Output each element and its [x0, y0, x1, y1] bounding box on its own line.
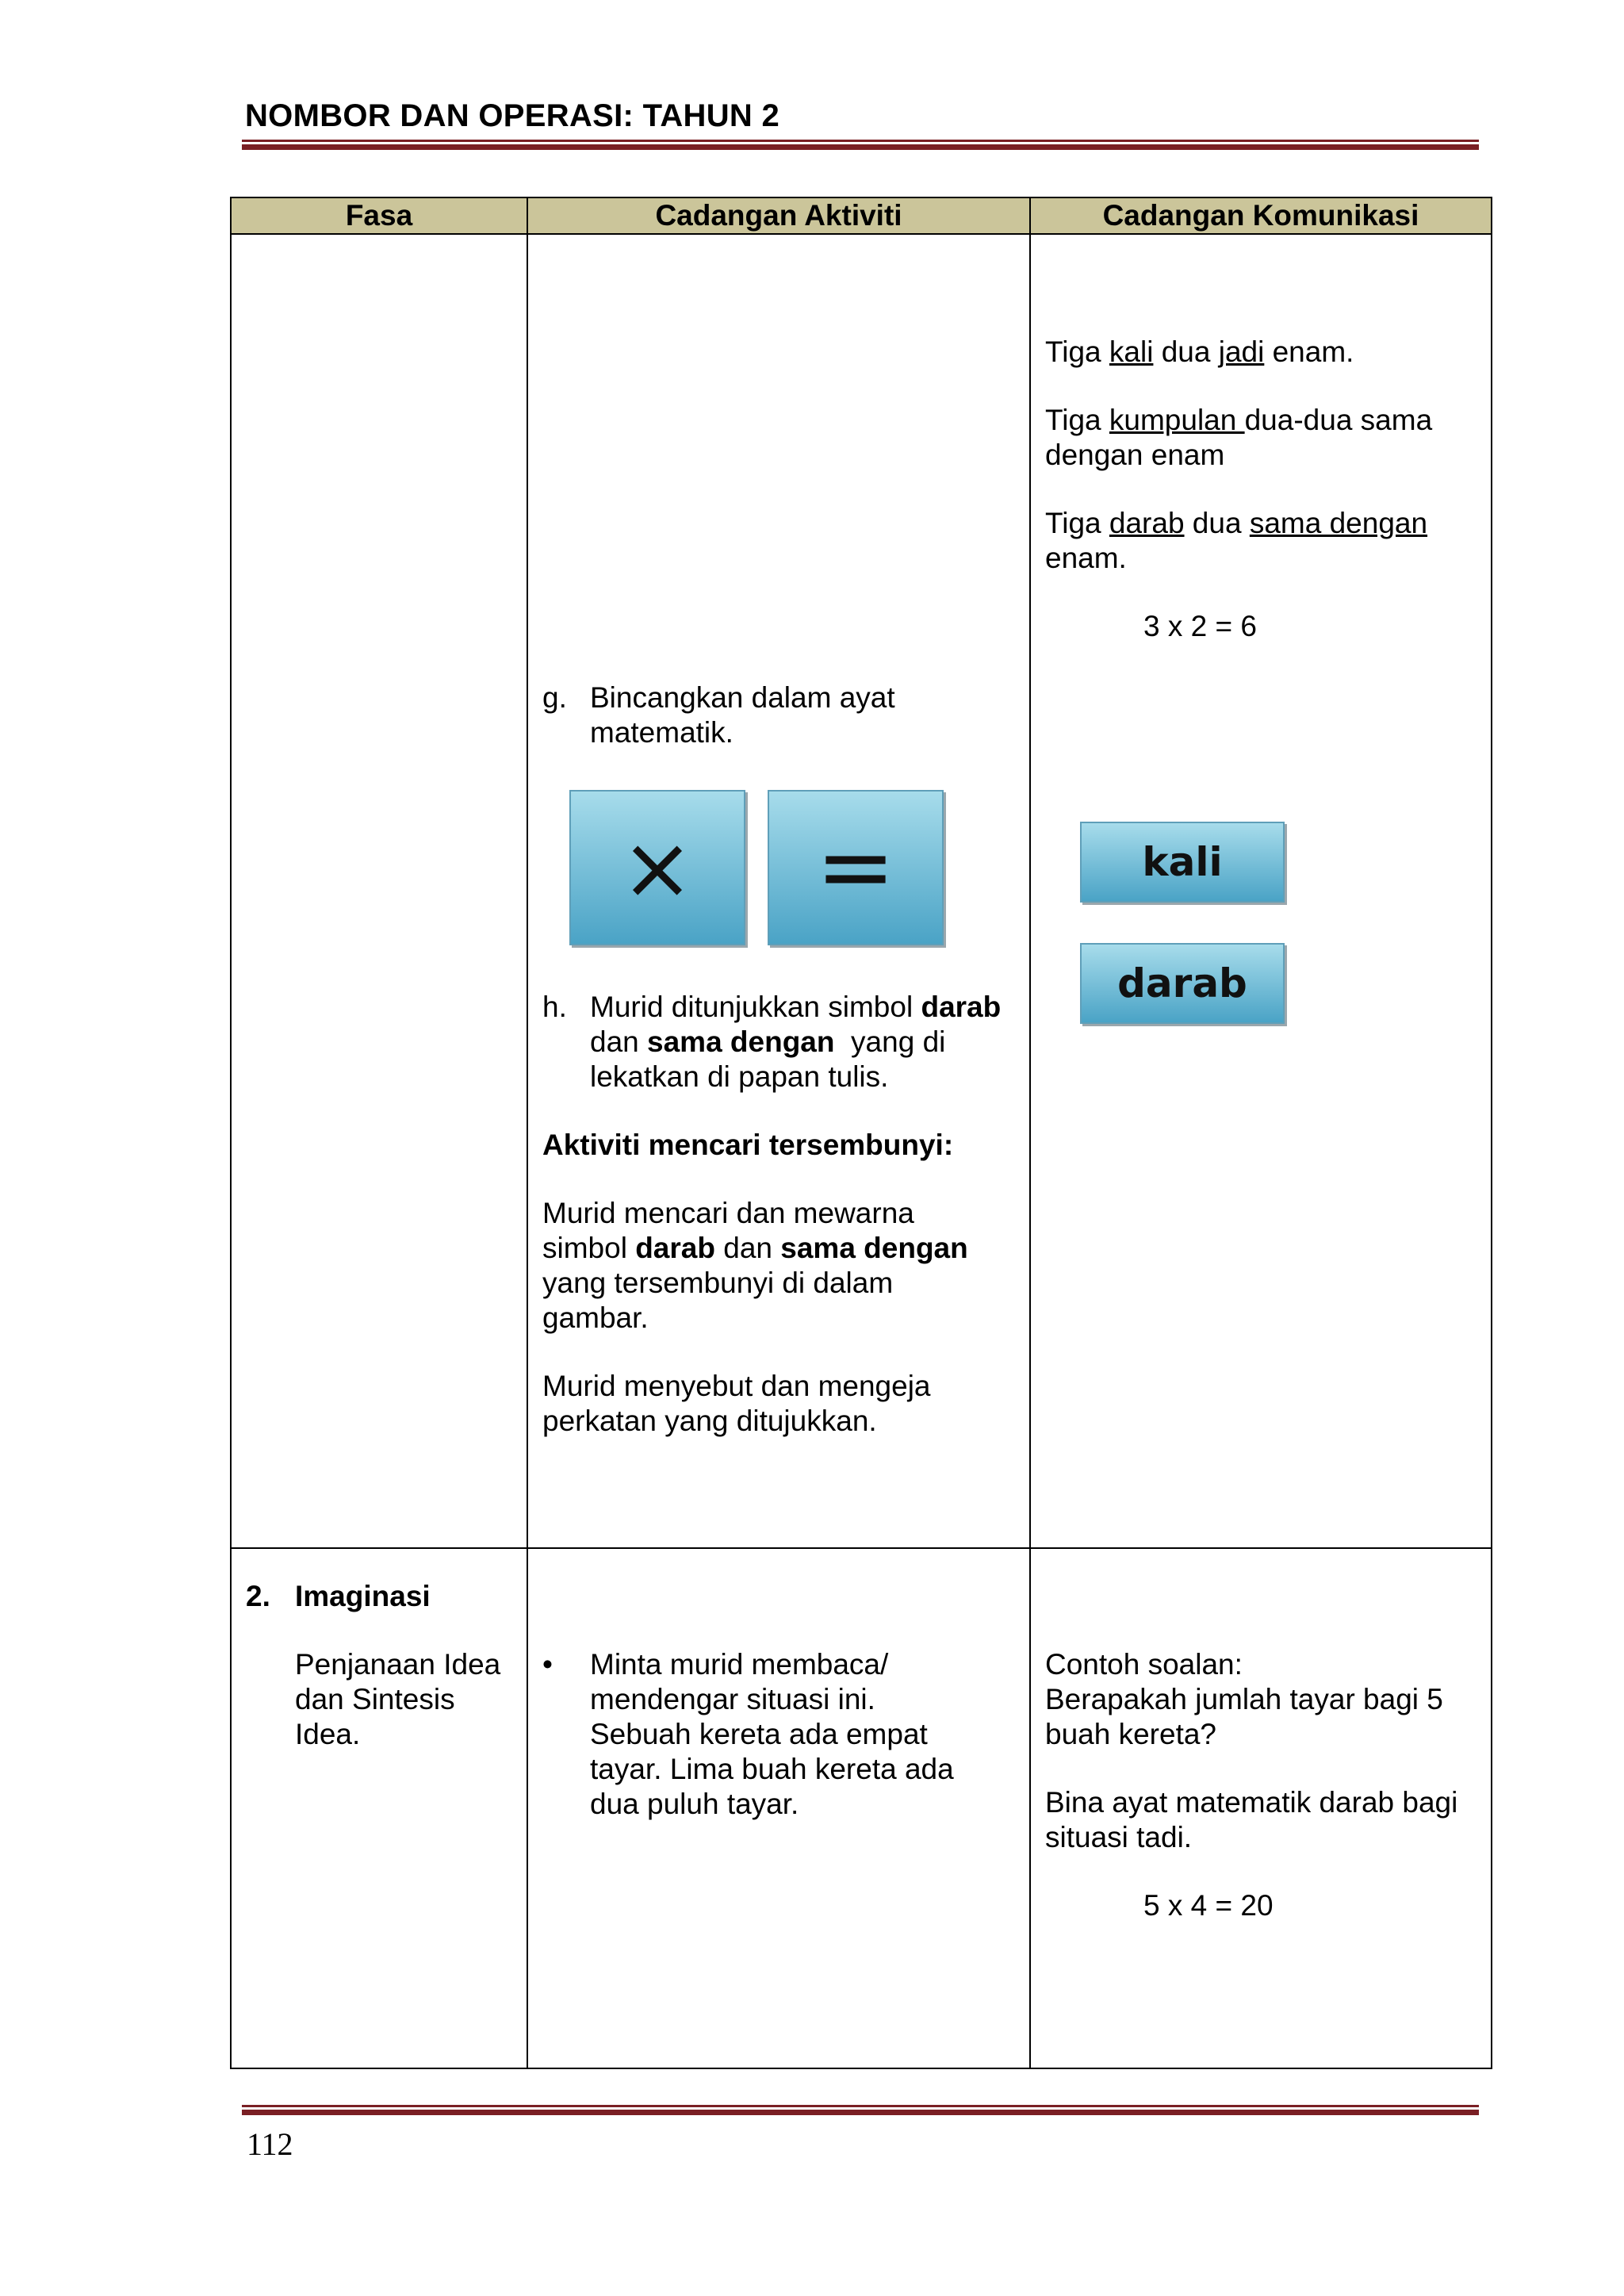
activity-p1-line2	[542, 1231, 968, 1266]
aktiviti-line2: mendengar situasi ini.	[590, 1683, 875, 1715]
page-number: 112	[247, 2126, 293, 2162]
header-fasa: Fasa	[231, 197, 527, 234]
header-cadangan-komunikasi: Cadangan Komunikasi	[1030, 197, 1492, 234]
s3-text: Tiga	[1045, 507, 1109, 539]
item-h-line1	[590, 990, 1001, 1025]
equation-3x2: 3 x 2 = 6	[1143, 610, 1257, 642]
s2-underlined-kumpulan: kumpulan	[1109, 404, 1245, 436]
item-g-line1: Bincangkan dalam ayat	[590, 681, 895, 714]
item-h-text: dan	[590, 1025, 648, 1058]
item-marker-g: g.	[542, 681, 567, 714]
komunikasi-line1: Contoh soalan:	[1045, 1648, 1243, 1681]
aktiviti-cell	[527, 1548, 1030, 2068]
header-cadangan-aktiviti: Cadangan Aktiviti	[527, 197, 1030, 234]
item-h-line2	[590, 1025, 945, 1060]
fasa-title: Imaginasi	[295, 1580, 431, 1612]
s2-text: dua-dua sama	[1244, 404, 1433, 436]
item-h-bold-darab: darab	[921, 991, 1002, 1023]
multiply-icon: ×	[620, 817, 695, 918]
komunikasi-line4: Bina ayat matematik darab bagi	[1045, 1786, 1458, 1819]
p1-text: simbol	[542, 1232, 636, 1264]
komunikasi-sentence-2	[1045, 403, 1432, 438]
item-h-text: yang di	[834, 1025, 946, 1058]
fasa-number: 2.	[246, 1580, 270, 1612]
fasa-sub-line2: dan Sintesis	[295, 1683, 455, 1715]
s1-text: enam.	[1264, 335, 1354, 368]
aktiviti-line1: Minta murid membaca/	[590, 1648, 889, 1681]
p1-bold-sama-dengan: sama dengan	[780, 1232, 968, 1264]
equals-symbol-card	[768, 790, 944, 945]
lesson-table	[230, 197, 1492, 2069]
activity-p1-line4: gambar.	[542, 1301, 649, 1334]
s1-text: Tiga	[1045, 335, 1109, 368]
komunikasi-sentence-2-line2: dengan enam	[1045, 439, 1225, 471]
activity-p1-line3: yang tersembunyi di dalam	[542, 1267, 894, 1299]
p1-text: dan	[714, 1232, 781, 1264]
s1-underlined-jadi: jadi	[1218, 335, 1265, 368]
equation-5x4: 5 x 4 = 20	[1143, 1889, 1274, 1922]
item-g-line2: matematik.	[590, 716, 733, 749]
fasa-sub-line1: Penjanaan Idea	[295, 1648, 501, 1681]
fasa-sub-line3: Idea.	[295, 1718, 361, 1750]
table-row	[231, 234, 1492, 1548]
fasa-cell	[231, 1548, 527, 2068]
aktiviti-line5: dua puluh tayar.	[590, 1788, 799, 1820]
komunikasi-sentence-3	[1045, 506, 1427, 541]
s2-text: Tiga	[1045, 404, 1109, 436]
item-h-bold-sama-dengan: sama dengan	[647, 1025, 835, 1058]
multiply-symbol-card	[569, 790, 745, 945]
s3-underlined-darab: darab	[1109, 507, 1185, 539]
fasa-cell	[231, 234, 527, 1548]
aktiviti-cell	[527, 234, 1030, 1548]
aktiviti-line4: tayar. Lima buah kereta ada	[590, 1753, 954, 1785]
s1-text: dua	[1153, 335, 1219, 368]
equals-icon: =	[815, 812, 896, 922]
activity-p1-line1: Murid mencari dan mewarna	[542, 1197, 914, 1229]
komunikasi-sentence-1	[1045, 335, 1354, 370]
activity-p2-line1: Murid menyebut dan mengeja	[542, 1370, 931, 1402]
word-card-darab	[1080, 943, 1285, 1024]
komunikasi-cell	[1030, 234, 1492, 1548]
header-rule	[242, 140, 1479, 150]
s3-text: dua	[1184, 507, 1250, 539]
activity-heading: Aktiviti mencari tersembunyi:	[542, 1129, 954, 1161]
word-card-kali	[1080, 822, 1285, 903]
komunikasi-line5: situasi tadi.	[1045, 1821, 1193, 1853]
item-h-text: Murid ditunjukkan simbol	[590, 991, 921, 1023]
komunikasi-sentence-3-line2: enam.	[1045, 542, 1127, 574]
activity-p2-line2: perkatan yang ditujukkan.	[542, 1405, 877, 1437]
table-row	[231, 1548, 1492, 2068]
aktiviti-line3: Sebuah kereta ada empat	[590, 1718, 928, 1750]
word-card-kali-label: kali	[1142, 839, 1223, 885]
footer-rule	[242, 2105, 1479, 2115]
komunikasi-cell	[1030, 1548, 1492, 2068]
word-card-darab-label: darab	[1117, 960, 1247, 1006]
komunikasi-line3: buah kereta?	[1045, 1718, 1217, 1750]
bullet-icon: •	[542, 1648, 553, 1681]
table-header-row	[231, 197, 1492, 234]
item-marker-h: h.	[542, 991, 567, 1023]
p1-bold-darab: darab	[635, 1232, 715, 1264]
s3-underlined-sama-dengan: sama dengan	[1249, 507, 1428, 539]
page-header-title: NOMBOR DAN OPERASI: TAHUN 2	[245, 98, 780, 133]
item-h-line3: lekatkan di papan tulis.	[590, 1060, 889, 1093]
komunikasi-line2: Berapakah jumlah tayar bagi 5	[1045, 1683, 1443, 1715]
s1-underlined-kali: kali	[1109, 335, 1154, 368]
